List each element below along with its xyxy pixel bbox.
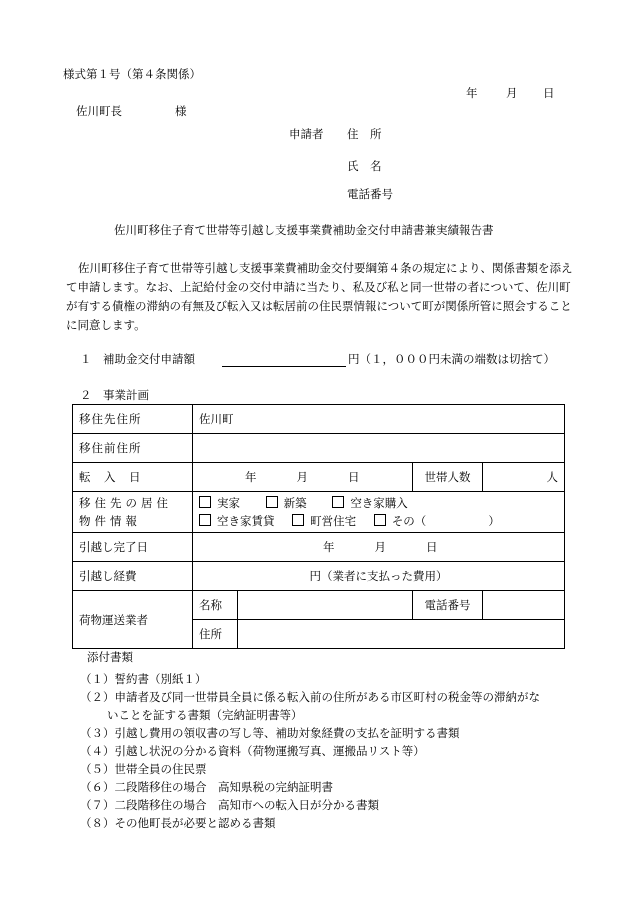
checkbox-municipal-housing[interactable] [292, 514, 304, 526]
checkbox-vacant-rent[interactable] [199, 514, 211, 526]
option-other-close: ） [488, 514, 500, 528]
attachment-item: いことを証する書類（完納証明書等） [107, 708, 303, 722]
applicant-label: 申請者 [289, 127, 324, 141]
carrier-name-label: 名称 [193, 591, 238, 620]
property-info-label-line2: 物件情報 [79, 514, 141, 528]
option-vacant-purchase: 空き家購入 [350, 496, 408, 510]
move-in-day: 日 [348, 470, 360, 484]
carrier-name-field[interactable] [238, 591, 413, 620]
section1-label: １ 補助金交付申請額 [80, 352, 195, 366]
dest-address-label: 移住先住所 [73, 405, 193, 434]
move-complete-day: 日 [426, 540, 438, 554]
section2-label: ２ 事業計画 [80, 388, 149, 402]
attachment-item: （３）引越し費用の領収書の写し等、補助対象経費の支払を証明する書類 [80, 726, 460, 740]
household-size-field[interactable] [483, 463, 565, 492]
attachment-item: （４）引越し状況の分かる資料（荷物運搬写真、運搬品リスト等） [80, 744, 425, 758]
attachment-item: （５）世帯全員の住民票 [80, 762, 207, 776]
move-complete-field[interactable] [193, 533, 565, 562]
carrier-phone-field[interactable] [483, 591, 565, 620]
addressee: 佐川町長 [76, 104, 122, 118]
household-size-label: 世帯人数 [413, 463, 483, 492]
applicant-phone-label: 電話番号 [347, 187, 393, 201]
rounding-note: （１，０００円未満の端数は切捨て） [359, 352, 555, 366]
attachment-item: （８）その他町長が必要と認める書類 [80, 816, 276, 830]
date-year: 年 [466, 86, 478, 100]
form-number: 様式第１号（第４条関係） [63, 67, 201, 81]
carrier-address-label: 住所 [193, 620, 238, 649]
move-in-year: 年 [245, 470, 257, 484]
persons-unit: 人 [546, 470, 558, 484]
move-complete-year: 年 [323, 540, 335, 554]
prev-address-field[interactable] [193, 434, 565, 463]
move-complete-label: 引越し完了日 [73, 533, 193, 562]
checkbox-new-build[interactable] [266, 496, 278, 508]
date-month: 月 [506, 86, 518, 100]
option-municipal-housing: 町営住宅 [310, 514, 357, 528]
property-info-label [73, 492, 193, 533]
move-in-date-label: 転 入 日 [73, 463, 193, 492]
option-other: その（ [391, 514, 427, 528]
move-in-date-field[interactable] [193, 463, 413, 492]
date-day: 日 [543, 86, 555, 100]
carrier-label: 荷物運送業者 [73, 591, 193, 649]
attachment-item: （２）申請者及び同一世帯員全員に係る転入前の住所がある市区町村の税金等の滞納がな [80, 690, 540, 704]
move-in-month: 月 [296, 470, 308, 484]
moving-expense-field[interactable] [193, 562, 565, 591]
option-new-build: 新築 [283, 496, 307, 510]
honorific: 様 [175, 104, 187, 118]
moving-expense-label: 引越し経費 [73, 562, 193, 591]
option-vacant-rent: 空き家賃貸 [217, 514, 275, 528]
amount-line[interactable] [222, 351, 555, 367]
option-parents-home: 実家 [217, 496, 240, 510]
dest-address-field[interactable]: 佐川町 [193, 405, 565, 434]
moving-expense-unit: 円（業者に支払った費用） [309, 569, 448, 583]
move-complete-month: 月 [374, 540, 386, 554]
business-plan-table [72, 404, 565, 649]
document-title: 佐川町移住子育て世帯等引越し支援事業費補助金交付申請書兼実績報告書 [114, 223, 494, 237]
body-paragraph: 佐川町移住子育て世帯等引越し支援事業費補助金交付要綱第４条の規定により、関係書類を添えて申請します。なお、上記給付金の交付申請に当たり、私及び私と同一世帯の者について、佐川町が有する債権の滞納の有無及び転入又は転居前の住民票情報について町が関係所管に照会することに同意します。 [66, 261, 573, 332]
carrier-address-field[interactable] [238, 620, 565, 649]
attachments-label: 添付書類 [87, 650, 133, 664]
attachment-item: （６）二段階移住の場合 高知県税の完納証明書 [80, 780, 333, 794]
checkbox-other[interactable] [374, 514, 386, 526]
yen-unit: 円 [348, 352, 360, 366]
attachments-list [80, 670, 540, 832]
applicant-name-label: 氏 名 [347, 159, 382, 173]
checkbox-vacant-purchase[interactable] [332, 496, 344, 508]
checkbox-parents-home[interactable] [199, 496, 211, 508]
prev-address-label: 移住前住所 [73, 434, 193, 463]
property-info-label-line1: 移住先の居住 [79, 496, 172, 510]
applicant-address-label: 住 所 [347, 127, 382, 141]
carrier-phone-label: 電話番号 [413, 591, 483, 620]
amount-input-line[interactable] [222, 354, 346, 367]
attachment-item: （１）誓約書（別紙１） [80, 672, 207, 686]
attachment-item: （７）二段階移住の場合 高知市への転入日が分かる書類 [80, 798, 379, 812]
property-options [193, 492, 565, 533]
